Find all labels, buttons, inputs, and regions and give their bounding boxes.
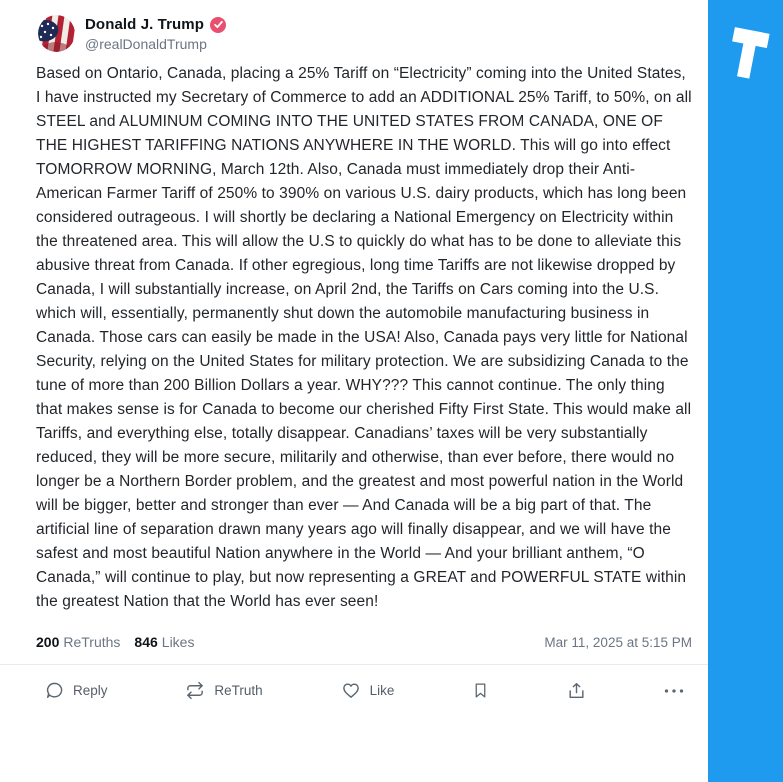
- user-handle[interactable]: @realDonaldTrump: [85, 36, 207, 52]
- avatar[interactable]: [38, 15, 75, 52]
- bookmark-icon: [472, 681, 489, 700]
- post-body-text: Based on Ontario, Canada, placing a 25% Tariff on “Electricity” coming into the United States, I have instructed my Secretary of Commerce to add an ADDITIONAL 25% Tariff, to 50%, on all STEEL and ALUMINUM COMING INTO THE UNITED STATES FROM CANADA, ONE OF THE HIGHEST TARIFFING NATIONS ANYWHERE IN THE WORLD. This will go into effect TOMORROW MORNING, March 12th. Also, Canada must immediately drop their Anti-American Farmer Tariff of 250% to 390% on various U.S. dairy products, which has long been considered outrageous. I will shortly be declaring a National Emergency on Electricity within the threatened area. This will allow the U.S to quickly do what has to be done to alleviate this abusive threat from Canada. If other egregious, long time Tariffs are not likewise dropped by Canada, I will substantially increase, on April 2nd, the Tariffs on Cars coming into the U.S. which will, essentially, permanently shut down the automobile manufacturing business in Canada. Those cars can easily be made in the USA! Also, Canada pays very little for National Security, relying on the United States for military protection. We are subsidizing Canada to the tune of more than 200 Billion Dollars a year. WHY??? This cannot continue. The only thing that makes sense is for Canada to become our cherished Fifty First State. This would make all Tariffs, and everything else, totally disappear. Canadians’ taxes will be very substantially reduced, they will be more secure, militarily and otherwise, than ever before, there would no longer be a Northern Border problem, and the greatest and most powerful nation in the World will be bigger, better and stronger than ever — And Canada will be a big part of that. The artificial line of separation drawn many years ago will finally disappear, and we will have the safest and most beautiful Nation anywhere in the World — And your brilliant anthem, “O Canada,” will continue to play, but now representing a GREAT and POWERFUL STATE within the greatest Nation that the World has ever seen!: [36, 65, 692, 610]
- share-button[interactable]: [567, 681, 586, 701]
- likes-stat[interactable]: [134, 634, 194, 650]
- american-flag-avatar-icon: [38, 15, 75, 52]
- retruths-label: ReTruths: [63, 634, 121, 650]
- retruth-button[interactable]: [185, 681, 262, 700]
- display-name[interactable]: Donald J. Trump: [85, 16, 205, 33]
- truth-social-t-logo-icon[interactable]: [722, 22, 774, 88]
- heart-icon: [341, 681, 361, 700]
- brand-sidebar: [708, 0, 783, 782]
- author-block: [85, 15, 226, 52]
- verified-check-icon: [210, 17, 226, 33]
- share-icon: [567, 681, 586, 701]
- action-bar: [0, 664, 708, 716]
- post-timestamp: Mar 11, 2025 at 5:15 PM: [544, 634, 692, 650]
- post-header: [0, 0, 708, 60]
- reply-button[interactable]: [45, 681, 108, 700]
- reply-label: Reply: [73, 683, 108, 698]
- reply-bubble-icon: [45, 681, 64, 700]
- retruths-count: 200: [36, 634, 60, 650]
- ellipsis-icon: [664, 688, 684, 694]
- bookmark-button[interactable]: [472, 681, 489, 700]
- like-button[interactable]: [341, 681, 395, 700]
- retruths-stat[interactable]: [36, 634, 120, 650]
- post-stats-row: [0, 614, 708, 664]
- retruth-arrows-icon: [185, 681, 205, 700]
- like-label: Like: [369, 683, 395, 698]
- card-bottom-space: [0, 716, 708, 782]
- more-options-button[interactable]: [664, 688, 684, 694]
- likes-label: Likes: [161, 634, 195, 650]
- likes-count: 846: [134, 634, 158, 650]
- retruth-label: ReTruth: [214, 683, 263, 698]
